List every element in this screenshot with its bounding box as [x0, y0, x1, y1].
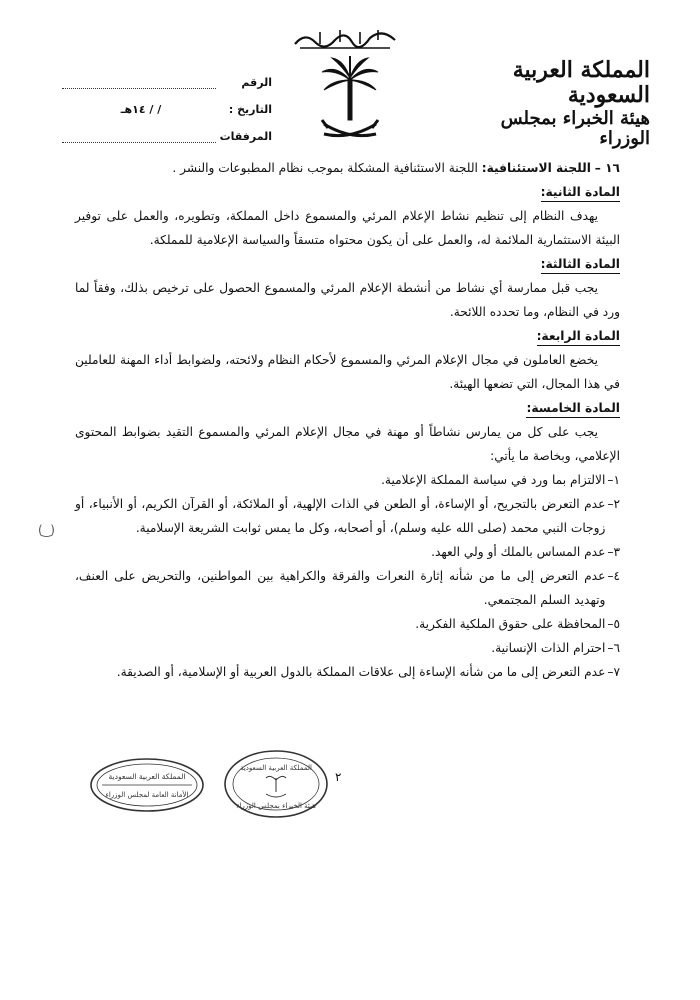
list-item-number: ٢– [607, 497, 620, 511]
article-3-text: يجب قبل ممارسة أي نشاط من أنشطة الإعلام المرئي والمسموع الحصول على ترخيص بذلك، وفقاً لما ورد في النظام، وما تحدده اللائحة. [75, 281, 620, 319]
stamp-right-line1: المملكة العربية السعودية [240, 764, 312, 772]
letterhead-title [450, 58, 650, 150]
list-item [75, 468, 620, 492]
experts-stamp [222, 748, 330, 820]
list-item [75, 492, 620, 540]
article-3-heading: المادة الثالثة: [541, 255, 620, 274]
basmala-calligraphy [290, 24, 400, 52]
list-item-number: ١– [607, 473, 620, 487]
list-item-text: عدم التعرض إلى ما من شأنه الإساءة إلى علاقات المملكة بالدول العربية أو الإسلامية، أو الصديقة. [116, 665, 606, 679]
list-item-text: احترام الذات الإنسانية. [491, 641, 606, 655]
article-2-text: يهدف النظام إلى تنظيم نشاط الإعلام المرئي والمسموع داخل المملكة، وتطويره، والعمل على توفير البيئة الاستثمارية الملائمة له، والعمل على أن يكون محتواه متسقاً والسياسة الإعلامية للمملكة. [75, 209, 620, 247]
number-row [62, 62, 272, 89]
list-item [75, 612, 620, 636]
number-label: الرقم [241, 76, 272, 89]
document-body [75, 156, 620, 684]
article-5-heading: المادة الخامسة: [526, 399, 620, 418]
stamp-left-line2: الأمانة العامة لمجلس الوزراء [105, 791, 189, 799]
list-item [75, 636, 620, 660]
authority-name: هيئة الخبراء بمجلس الوزراء [500, 107, 650, 150]
attachments-line [62, 130, 216, 143]
list-item-text: الالتزام بما ورد في سياسة المملكة الإعلامية. [381, 473, 606, 487]
margin-mark: ( ͜ ) [38, 523, 55, 537]
article-4-heading: المادة الرابعة: [537, 327, 620, 346]
attachments-label: المرفقات [219, 130, 272, 143]
list-item [75, 564, 620, 612]
list-item-text: عدم التعرض إلى ما من شأنه إثارة النعرات والفرقة والكراهية بين المواطنين، والتحريض على العنف، وتهديد السلم المجتمعي. [75, 569, 606, 607]
date-label: التاريخ : [228, 103, 272, 116]
palm-swords-emblem [318, 54, 382, 144]
stamp-right-line2: هيئة الخبراء بمجلس الوزراء [236, 802, 316, 810]
item-16-number: ١٦ – [594, 161, 620, 175]
list-item-number: ٣– [607, 545, 620, 559]
article-2-heading: المادة الثانية: [541, 183, 620, 202]
list-item-text: المحافظة على حقوق الملكية الفكرية. [415, 617, 606, 631]
page-number: ٢ [335, 770, 342, 784]
item-16 [75, 156, 620, 180]
item-16-title: اللجنة الاستئنافية: [481, 161, 591, 175]
item-16-text: اللجنة الاستئنافية المشكلة بموجب نظام المطبوعات والنشر . [172, 161, 478, 175]
article-4-text: يخضع العاملون في مجال الإعلام المرئي والمسموع لأحكام النظام ولائحته، ولضوابط أداء المهنة للعاملين في هذا المجال، التي تضعها الهيئة. [75, 353, 620, 391]
number-line [62, 76, 216, 89]
list-item [75, 540, 620, 564]
list-item-number: ٥– [607, 617, 620, 631]
list-item-number: ٦– [607, 641, 620, 655]
reference-block [62, 62, 272, 143]
attachments-row [62, 116, 272, 143]
article-5-intro: يجب على كل من يمارس نشاطاً أو مهنة في مجال الإعلام المرئي والمسموع التقيد بضوابط المحتوى الإعلامي، وبخاصة ما يأتي: [75, 425, 620, 463]
list-item [75, 660, 620, 684]
list-item-number: ٤– [607, 569, 620, 583]
stamp-left-line1: المملكة العربية السعودية [108, 772, 186, 781]
secretariat-stamp [88, 756, 206, 814]
date-value: / / ١٤هـ [120, 103, 162, 116]
list-item-text: عدم التعرض بالتجريح، أو الإساءة، أو الطعن في الذات الإلهية، أو الملائكة، أو القرآن الكريم، أو الأنبياء، أو زوجات النبي محمد (صلى الله عليه وسلم)، أو أصحابه، وكل ما يمس ثوابت الشريعة الإسلامية. [75, 497, 606, 535]
date-row [62, 89, 272, 116]
list-item-number: ٧– [607, 665, 620, 679]
kingdom-name: المملكة العربية السعودية [512, 57, 650, 109]
list-item-text: عدم المساس بالملك أو ولي العهد. [431, 545, 606, 559]
